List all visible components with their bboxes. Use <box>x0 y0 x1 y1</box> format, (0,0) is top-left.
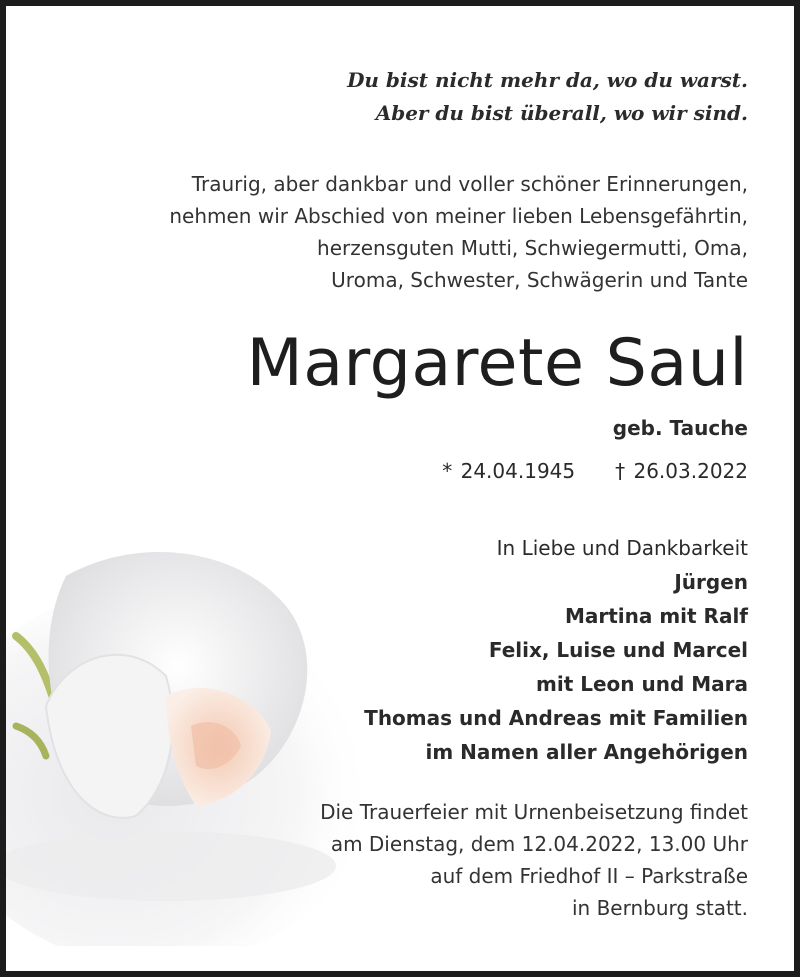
birth-date: * 24.04.1945 <box>442 459 576 483</box>
service-line: Die Trauerfeier mit Urnenbeisetzung findet <box>320 800 748 824</box>
intro-line: Uroma, Schwester, Schwägerin und Tante <box>331 268 748 292</box>
life-dates <box>442 455 748 487</box>
mourner-line: Jürgen <box>674 570 748 594</box>
intro-text <box>169 168 748 296</box>
quote-line: Du bist nicht mehr da, wo du warst. <box>347 68 748 92</box>
intro-line: nehmen wir Abschied von meiner lieben Lebensgefährtin, <box>169 204 748 228</box>
quote <box>347 64 748 130</box>
mourner-line: im Namen aller Angehörigen <box>425 740 748 764</box>
service-line: in Bernburg statt. <box>571 896 748 920</box>
mourner-line: mit Leon und Mara <box>536 672 748 696</box>
service-line: auf dem Friedhof II – Parkstraße <box>430 864 748 888</box>
mourner-line: Martina mit Ralf <box>564 604 748 628</box>
funeral-service-info <box>320 796 748 924</box>
mourners <box>364 531 748 769</box>
service-line: am Dienstag, dem 12.04.2022, 13.00 Uhr <box>330 832 748 856</box>
maiden-name: geb. Tauche <box>612 416 748 440</box>
intro-line: Traurig, aber dankbar und voller schöner Erinnerungen, <box>191 172 748 196</box>
mourners-intro: In Liebe und Dankbarkeit <box>496 536 748 560</box>
mourner-line: Thomas und Andreas mit Familien <box>364 706 748 730</box>
deceased-name: Margarete Saul <box>246 326 748 401</box>
death-date: † 26.03.2022 <box>615 459 748 483</box>
mourner-line: Felix, Luise und Marcel <box>488 638 748 662</box>
quote-line: Aber du bist überall, wo wir sind. <box>375 101 748 125</box>
intro-line: herzensguten Mutti, Schwiegermutti, Oma, <box>317 236 748 260</box>
